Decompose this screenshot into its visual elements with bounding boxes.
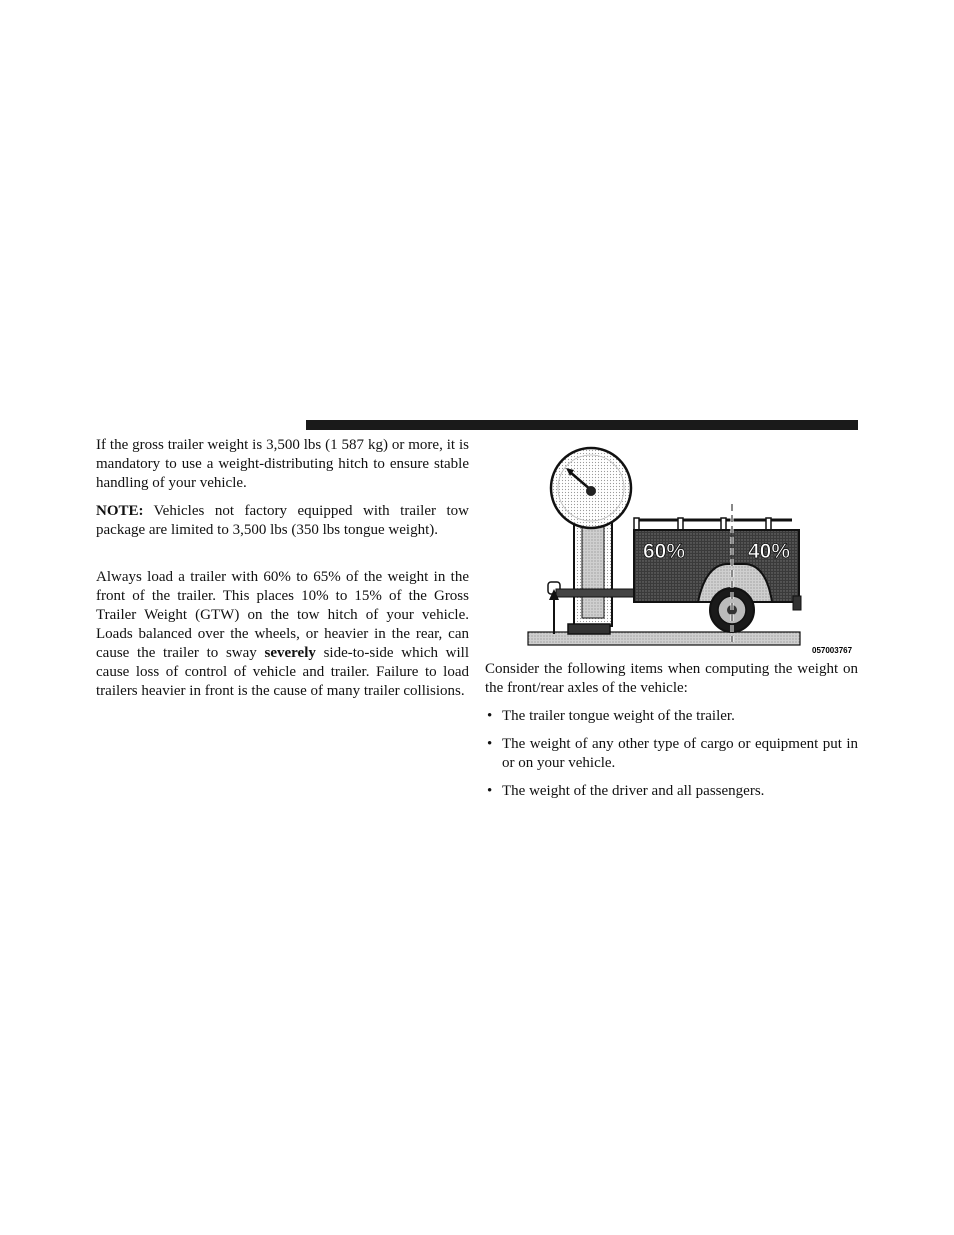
paragraph-consider-items: Consider the following items when computing the weight on the front/rear axles of the vehicle: (485, 661, 858, 696)
list-item-text: The weight of the driver and all passengers. (502, 783, 765, 799)
bullet: • (487, 708, 493, 724)
bullet: • (487, 783, 493, 799)
weight-items-list (485, 707, 858, 801)
note-label: NOTE: (96, 503, 144, 519)
gauge-hub (586, 486, 596, 496)
bullet: • (487, 736, 493, 752)
right-column (485, 660, 858, 810)
section-header-bar (306, 420, 858, 430)
trailer-weight-svg (516, 446, 856, 660)
scale-column-inner (582, 526, 604, 618)
list-item (485, 735, 858, 773)
list-item (485, 707, 858, 726)
front-percent-label: 60% (643, 540, 686, 563)
paragraph-load-distribution (96, 568, 469, 701)
list-item-text: The trailer tongue weight of the trailer. (502, 708, 735, 724)
emphasis-severely: severely (264, 645, 316, 661)
paragraph-load-distribution-text-2: side-to-side which will cause loss of control of vehicle and trailer. Failure to load trailers heavier in front is the cause of many trailer collisions. (96, 645, 469, 699)
list-item-text: The weight of any other type of cargo or equipment put in or on your vehicle. (502, 736, 858, 771)
scale-base (568, 624, 610, 634)
paragraph-weight-distributing-hitch: If the gross trailer weight is 3,500 lbs (1 587 kg) or more, it is mandatory to use a weight-distributing hitch to ensure stable handling of your vehicle. (96, 437, 469, 491)
figure-code: 057003767 (812, 646, 853, 655)
list-item (485, 782, 858, 801)
rear-percent-label: 40% (748, 540, 791, 563)
trailer-weight-illustration (516, 446, 856, 660)
note-text: Vehicles not factory equipped with trailer tow package are limited to 3,500 lbs (350 lbs tongue weight). (96, 503, 469, 538)
left-column (96, 436, 469, 701)
paragraph-load-distribution-text-1: Always load a trailer with 60% to 65% of the weight in the front of the trailer. This places 10% to 15% of the Gross Trailer Weight (GTW) on the tow hitch of your vehicle. Loads balanced over the wheels, or heavier in the rear, can cause the trailer to sway (96, 569, 469, 661)
trailer-tongue (556, 589, 638, 597)
note-paragraph (96, 502, 469, 540)
